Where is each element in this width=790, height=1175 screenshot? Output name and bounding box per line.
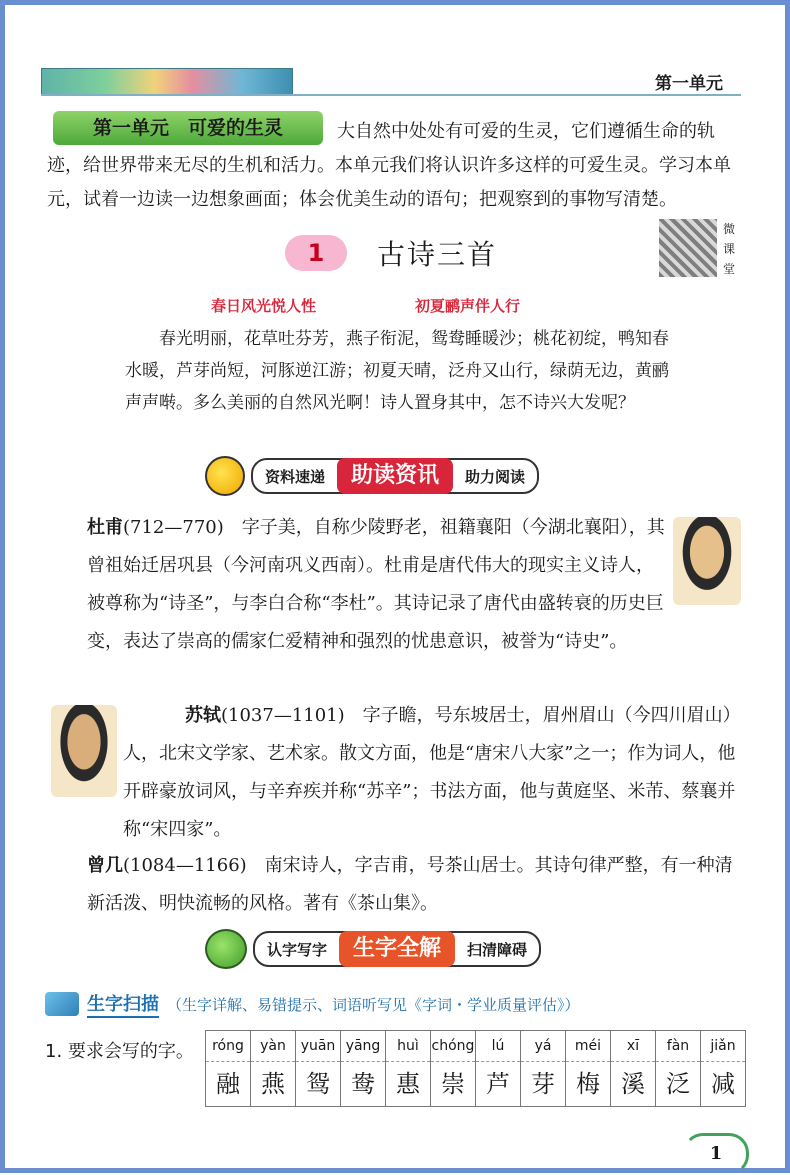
hanzi: 泛 <box>656 1062 700 1107</box>
unit-title: 第一单元 可爱的生灵 <box>53 111 323 145</box>
character-grid <box>205 1030 746 1107</box>
header-decoration-strip <box>41 68 293 96</box>
char-cell <box>566 1030 611 1107</box>
book-icon <box>45 992 79 1016</box>
poet-sushi: 苏轼(1037—1101) 字子瞻，号东坡居士，眉州眉山（今四川眉山）人，北宋文学家、艺术家。散文方面，他是“唐宋八大家”之一；作为词人，他开辟豪放词风，与辛弃疾并称“苏辛”；书法方面，他与黄庭坚、米芾、蔡襄并称“宋四家”。 <box>123 705 741 840</box>
hanzi: 溪 <box>611 1062 655 1107</box>
unit-tag: 第一单元 <box>655 74 723 94</box>
motto-right: 初夏鹂声伴人行 <box>415 297 521 315</box>
banner-left-label: 资料速递 <box>265 467 326 486</box>
char-cell <box>521 1030 566 1107</box>
turtle-icon <box>205 929 247 969</box>
hanzi: 芦 <box>476 1062 520 1107</box>
pinyin: chóng <box>431 1030 475 1062</box>
pinyin: yá <box>521 1030 565 1062</box>
pinyin: yuān <box>296 1030 340 1062</box>
char-cell <box>251 1030 296 1107</box>
char-scan-header <box>45 990 580 1018</box>
lesson-intro: 春光明丽，花草吐芬芳，燕子衔泥，鸳鸯睡暖沙；桃花初绽，鸭知春水暖，芦芽尚短，河豚逆江游；初夏天晴，泛舟又山行，绿荫无边，黄鹂声声啭。多么美丽的自然风光啊！诗人置身其中，怎不诗兴大发呢？ <box>125 329 669 413</box>
pinyin: méi <box>566 1030 610 1062</box>
pinyin: xī <box>611 1030 655 1062</box>
banner-right-label: 助力阅读 <box>465 467 526 486</box>
lesson-title: 古诗三首 <box>377 238 498 271</box>
hanzi: 崇 <box>431 1062 475 1107</box>
char-cell <box>296 1030 341 1107</box>
qr-code[interactable] <box>659 219 717 277</box>
pinyin: yàn <box>251 1030 295 1062</box>
banner-left-label: 认字写字 <box>267 940 328 959</box>
banner-right-label: 扫清障碍 <box>467 940 528 959</box>
poet-dufu: 杜甫(712—770) 字子美，自称少陵野老，祖籍襄阳（今湖北襄阳），其曾祖始迁居巩县（今河南巩义西南）。杜甫是唐代伟大的现实主义诗人，被尊称为“诗圣”，与李白合称“李杜”。其诗记录了唐代由盛转衰的历史巨变，表达了崇高的儒家仁爱精神和强烈的忧患意识，被誉为“诗史”。 <box>87 517 665 652</box>
hanzi: 惠 <box>386 1062 430 1107</box>
char-cell <box>611 1030 656 1107</box>
new-chars-banner <box>205 930 541 968</box>
reading-info-banner <box>205 457 539 495</box>
pinyin: fàn <box>656 1030 700 1062</box>
dufu-portrait <box>673 517 741 605</box>
pinyin: huì <box>386 1030 430 1062</box>
sushi-portrait <box>51 705 117 797</box>
motto-left: 春日风光悦人性 <box>211 297 317 315</box>
char-cell <box>656 1030 701 1107</box>
banner-center-label: 助读资讯 <box>337 458 453 494</box>
hanzi: 芽 <box>521 1062 565 1107</box>
char-scan-note: （生字详解、易错提示、词语听写见《字词・学业质量评估》） <box>167 995 580 1014</box>
char-cell <box>386 1030 431 1107</box>
char-cell <box>206 1030 251 1107</box>
qr-label: 微课堂 <box>723 222 736 276</box>
hanzi: 减 <box>701 1062 745 1107</box>
char-cell <box>341 1030 386 1107</box>
page-number: 1 <box>683 1133 749 1175</box>
char-scan-title: 生字扫描 <box>87 990 159 1018</box>
hanzi: 燕 <box>251 1062 295 1107</box>
char-cell <box>476 1030 521 1107</box>
bee-icon <box>205 456 245 496</box>
poet-zengji: 曾几(1084—1166) 南宋诗人，字吉甫，号茶山居士。其诗句律严整，有一种清新活泼、明快流畅的风格。著有《茶山集》。 <box>87 855 733 914</box>
lesson-heading <box>285 233 497 273</box>
banner-center-label: 生字全解 <box>339 931 455 967</box>
char-cell <box>701 1030 746 1107</box>
hanzi: 融 <box>206 1062 250 1107</box>
pinyin: yāng <box>341 1030 385 1062</box>
lesson-number: 1 <box>285 235 347 271</box>
char-cell <box>431 1030 476 1107</box>
hanzi: 梅 <box>566 1062 610 1107</box>
header-divider <box>41 94 741 96</box>
pinyin: jiǎn <box>701 1030 745 1062</box>
pinyin: róng <box>206 1030 250 1062</box>
pinyin: lú <box>476 1030 520 1062</box>
unit-intro: 大自然中处处有可爱的生灵，它们遵循生命的轨迹，给世界带来无尽的生机和活力。本单元我们将认识许多这样的可爱生灵。学习本单元，试着一边读一边想象画面；体会优美生动的语句；把观察到的事物写清楚。 <box>47 121 731 210</box>
hanzi: 鸳 <box>296 1062 340 1107</box>
hanzi: 鸯 <box>341 1062 385 1107</box>
task-label: 1. 要求会写的字。 <box>45 1041 194 1062</box>
